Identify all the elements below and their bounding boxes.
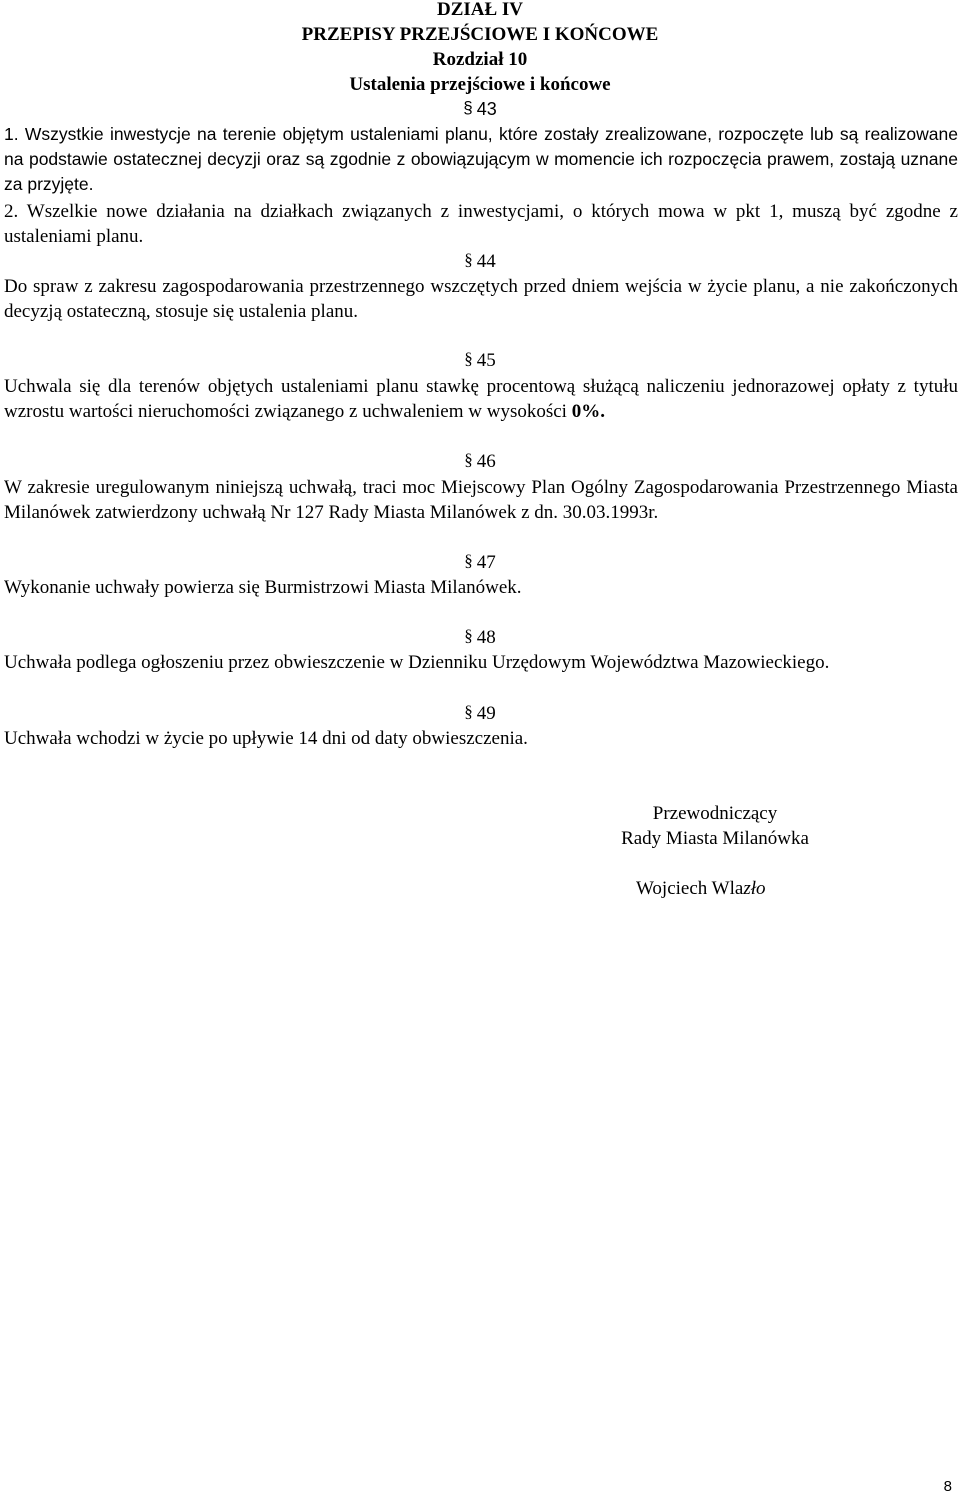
section-44-text: Do spraw z zakresu zagospodarowania przestrzennego wszczętych przed dniem wejścia w życie planu, a nie zakończonych decyzją ostateczną, stosuje się ustalenia planu. [4, 276, 958, 322]
section-48-heading [0, 625, 960, 650]
section-45-heading [0, 348, 960, 373]
section-48-text: Uchwała podlega ogłoszeniu przez obwieszczenie w Dzienniku Urzędowym Województwa Mazowieckiego. [4, 652, 830, 673]
section-43-point-1: 1. Wszystkie inwestycje na terenie objętym ustaleniami planu, które zostały zrealizowane, rozpoczęte lub są realizowane na podstawie ostatecznej decyzji oraz są zgodnie z obowiązującym w momencie ich rozpoczęcia prawem, zostają uznane za przyjęte. [4, 124, 958, 194]
section-47-heading [0, 550, 960, 575]
section-49-heading [0, 701, 960, 726]
signature-block [560, 801, 870, 851]
section-47-text: Wykonanie uchwały powierza się Burmistrzowi Miasta Milanówek. [4, 577, 522, 598]
section-number: 46 [476, 451, 496, 472]
division-heading: DZIAŁ IV [436, 0, 524, 20]
section-number: 47 [476, 552, 496, 573]
section-46-text: W zakresie uregulowanym niniejszą uchwałą, traci moc Miejscowy Plan Ogólny Zagospodarowania Przestrzennego Miasta Milanówek zatwierdzony uchwałą Nr 127 Rady Miasta Milanówek z dn. 30.03.1993r. [4, 477, 958, 523]
section-sign: § [464, 250, 473, 269]
signature-name-italic: zło [743, 878, 766, 899]
section-49-text: Uchwała wchodzi w życie po upływie 14 dni od daty obwieszczenia. [4, 728, 528, 749]
section-number: 48 [476, 627, 496, 648]
signature-name [636, 876, 766, 901]
section-number: 43 [476, 99, 497, 119]
section-46-heading [0, 449, 960, 474]
page-number: 8 [943, 1478, 952, 1495]
section-43-point-2: 2. Wszelkie nowe działania na działkach związanych z inwestycjami, o których mowa w pkt 1, muszą być zgodne z ustaleniami planu. [4, 201, 958, 247]
chapter-title: Ustalenia przejściowe i końcowe [349, 74, 611, 95]
section-43-heading [0, 97, 960, 122]
section-sign: § [464, 626, 473, 645]
section-45-rate: 0%. [571, 401, 605, 422]
section-sign: § [464, 551, 473, 570]
section-45-text [4, 374, 958, 424]
signature-body: Rady Miasta Milanówka [621, 828, 809, 849]
division-title: PRZEPISY PRZEJŚCIOWE I KOŃCOWE [301, 24, 659, 45]
section-number: 49 [476, 703, 496, 724]
section-sign: § [464, 702, 473, 721]
section-sign: § [464, 450, 473, 469]
signature-name-regular: Wojciech Wla [636, 878, 744, 899]
chapter-heading: Rozdział 10 [432, 49, 528, 70]
heading-block [0, 0, 960, 97]
section-sign: § [463, 98, 473, 117]
signature-role: Przewodniczący [652, 803, 778, 824]
section-sign: § [464, 349, 473, 368]
section-44-heading [0, 249, 960, 274]
section-45-body: Uchwala się dla terenów objętych ustaleniami planu stawkę procentową służącą naliczeniu jednorazowej opłaty z tytułu wzrostu wartości nieruchomości związanego z uchwaleniem w wysokości [4, 376, 958, 422]
section-number: 44 [476, 251, 496, 272]
section-number: 45 [476, 350, 496, 371]
